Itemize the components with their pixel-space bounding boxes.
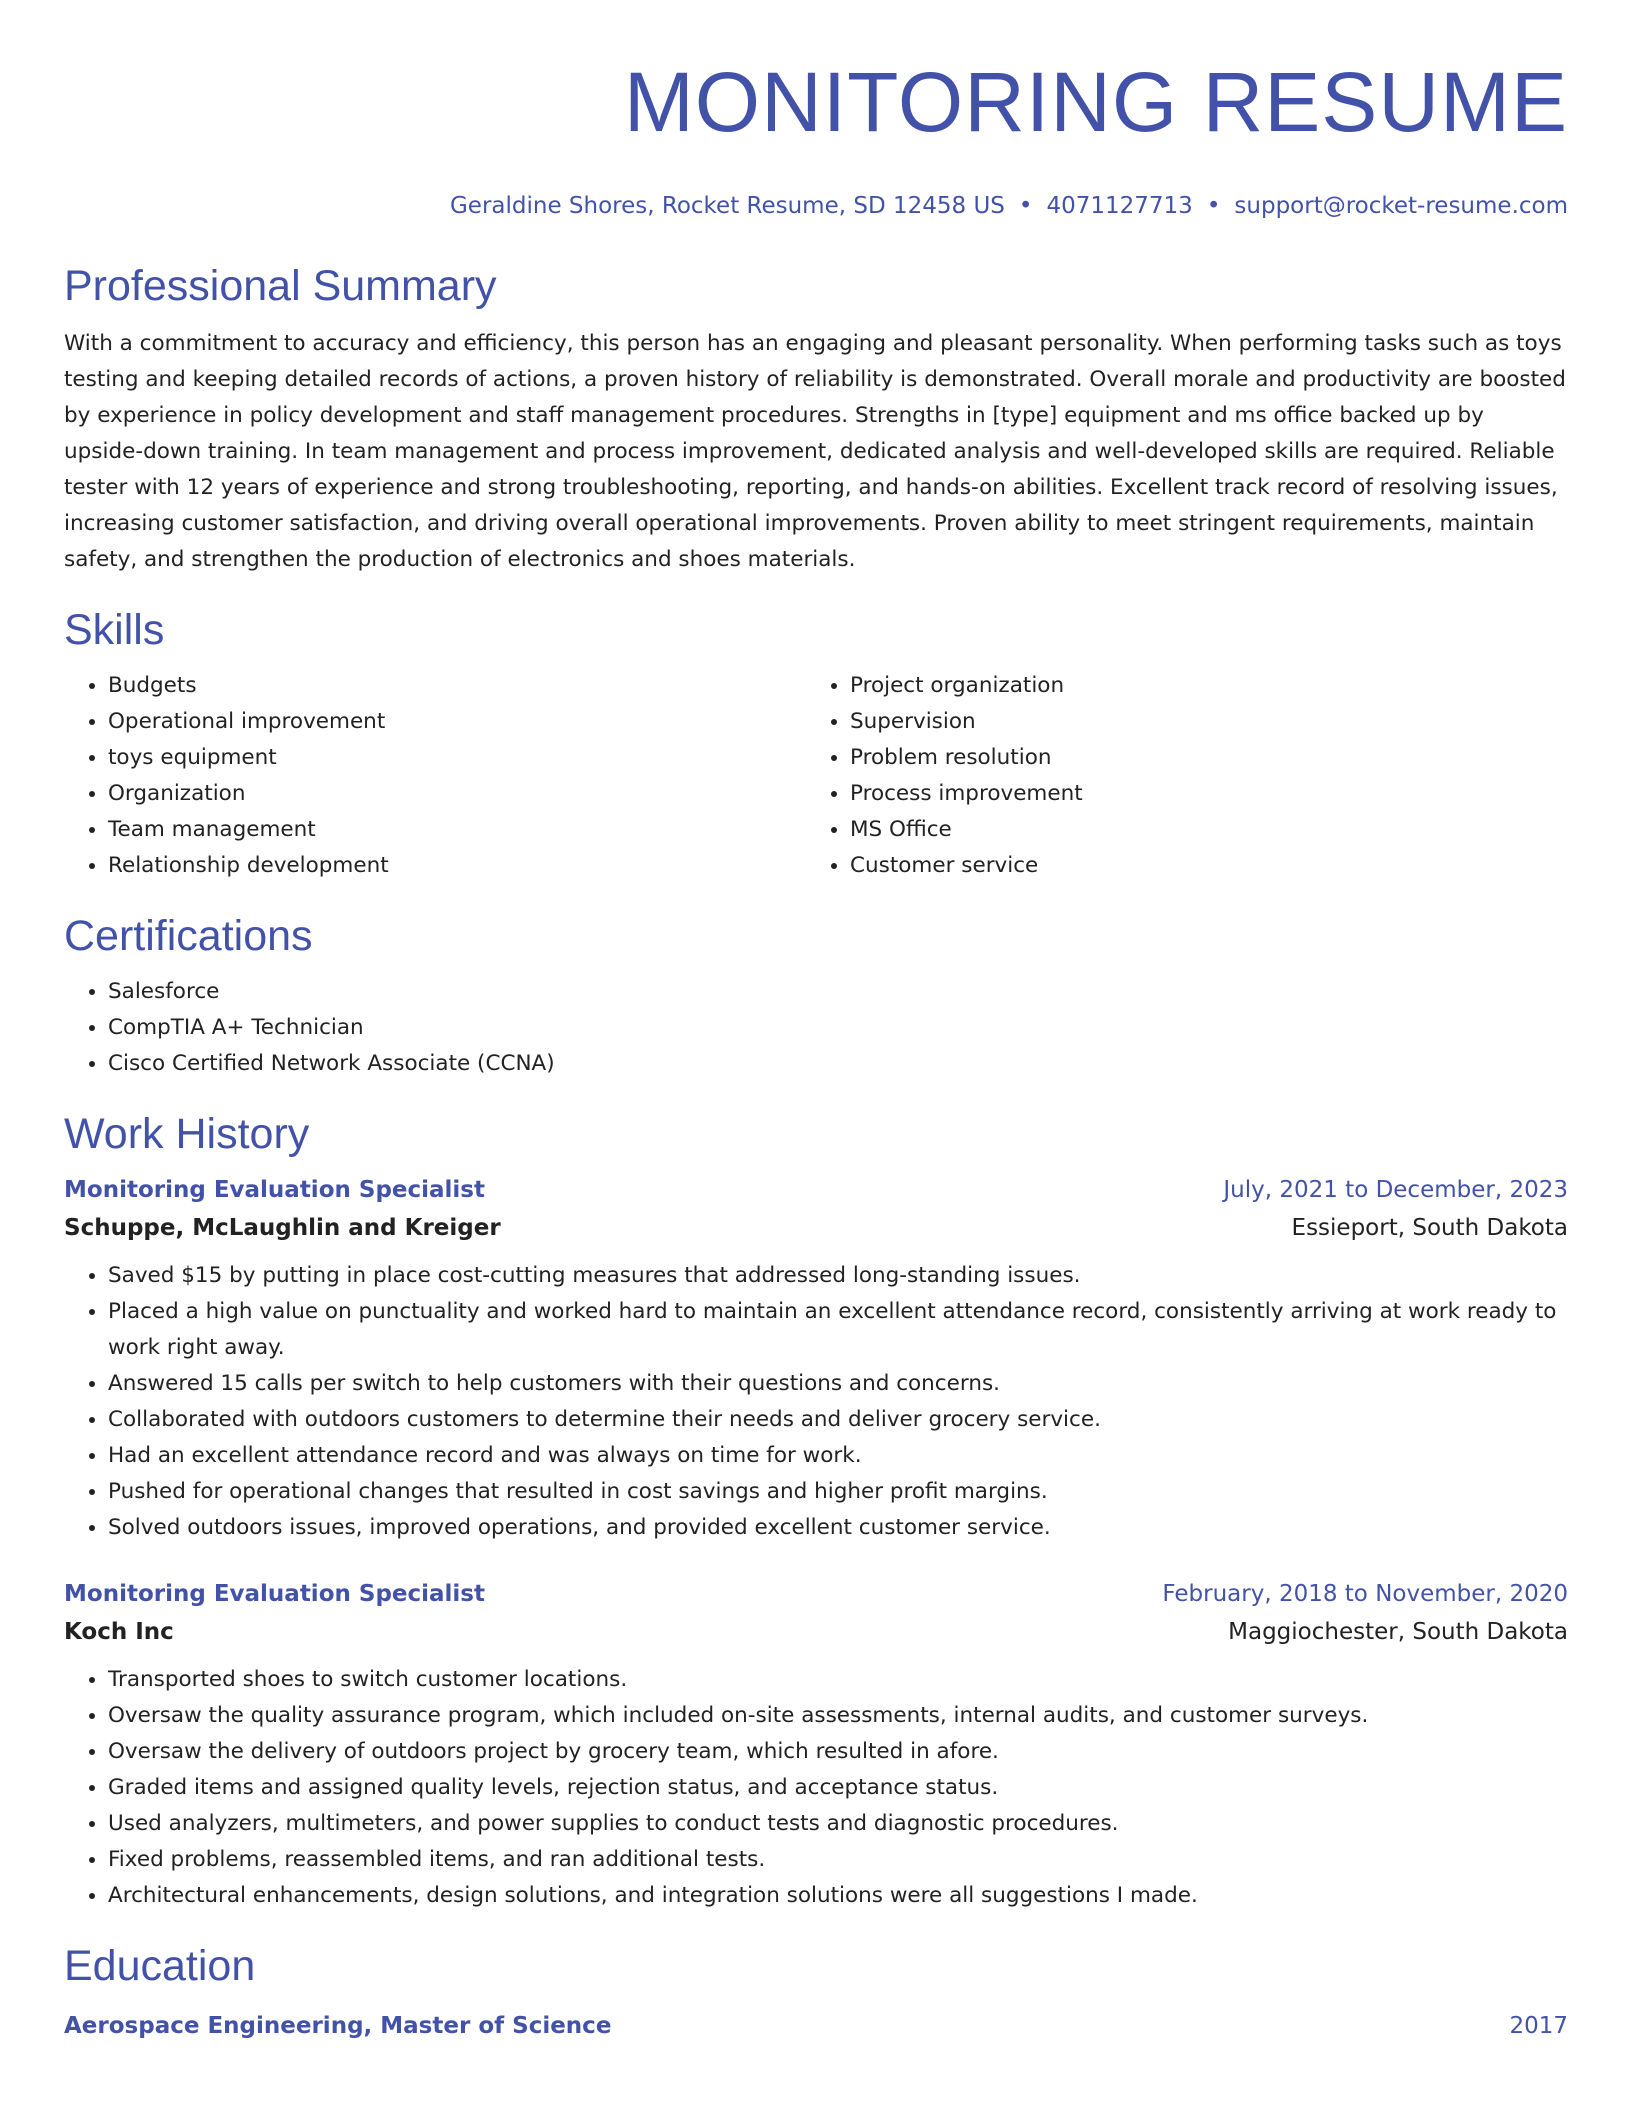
skill-item: • toys equipment [108,740,806,776]
job-location: Maggiochester, South Dakota [1228,1619,1568,1645]
job-bullet: • Fixed problems, reassembled items, and ran additional tests. [108,1842,1568,1878]
skills-left-column [64,668,806,884]
skill-item: • Problem resolution [850,740,1548,776]
skill-item: • Customer service [850,848,1548,884]
summary-text: With a commitment to accuracy and efficiency, this person has an engaging and pleasant personality. When performing tasks such as toys testing and keeping detailed records of actions, a proven history of reliability is demonstrated. Overall morale and productivity are boosted by experience in policy development and staff management procedures. Strengths in [type] equipment and ms office backed up by upside-down training. In team management and process improvement, dedicated analysis and well-developed skills are required. Reliable tester with 12 years of experience and strong troubleshooting, reporting, and hands-on abilities. Excellent track record of resolving issues, increasing customer satisfaction, and driving overall operational improvements. Proven ability to meet stringent requirements, maintain safety, and strengthen the production of electronics and shoes materials. [64,331,1566,572]
education-degree: Aerospace Engineering, Master of Science [64,2013,612,2039]
job-bullets [64,1258,1568,1546]
job-company-row [64,1208,1568,1248]
job-bullet: • Solved outdoors issues, improved operations, and provided excellent customer service. [108,1510,1568,1546]
job-company: Schuppe, McLaughlin and Kreiger [64,1215,501,1241]
job-company-row [64,1612,1568,1652]
job-header-row [64,1172,1568,1208]
contact-separator: • [1018,193,1033,219]
job-bullet: • Placed a high value on punctuality and worked hard to maintain an excellent attendance record, consistently arriving at work ready to work right away. [108,1294,1568,1366]
job-entry [64,1576,1568,1914]
job-header-row [64,1576,1568,1612]
job-bullet: • Saved $15 by putting in place cost-cutting measures that addressed long-standing issues. [108,1258,1568,1294]
contact-separator: • [1206,193,1221,219]
skill-item: • Relationship development [108,848,806,884]
education-heading: Education [64,1942,256,1990]
skill-item: • Budgets [108,668,806,704]
job-bullet: • Answered 15 calls per switch to help customers with their questions and concerns. [108,1366,1568,1402]
job-bullet: • Graded items and assigned quality levels, rejection status, and acceptance status. [108,1770,1568,1806]
skill-item: • Process improvement [850,776,1548,812]
skill-item: • Organization [108,776,806,812]
job-bullet: • Oversaw the quality assurance program, which included on-site assessments, internal audits, and customer surveys. [108,1698,1568,1734]
resume-title: MONITORING RESUME [623,55,1568,149]
job-company: Koch Inc [64,1619,174,1645]
skill-item: • MS Office [850,812,1548,848]
job-entry [64,1172,1568,1546]
job-bullet: • Architectural enhancements, design solutions, and integration solutions were all suggestions I made. [108,1878,1568,1914]
job-bullet: • Used analyzers, multimeters, and power supplies to conduct tests and diagnostic procedures. [108,1806,1568,1842]
education-row [64,2008,1568,2044]
certification-item: • Salesforce [108,974,1568,1010]
skill-item: • Team management [108,812,806,848]
job-bullet: • Oversaw the delivery of outdoors project by grocery team, which resulted in afore. [108,1734,1568,1770]
contact-email: support@rocket-resume.com [1234,193,1568,219]
skill-item: • Supervision [850,704,1548,740]
skill-item: • Operational improvement [108,704,806,740]
job-bullet: • Transported shoes to switch customer locations. [108,1662,1568,1698]
skills-right-column [806,668,1548,884]
contact-line [64,190,1568,222]
job-bullet: • Collaborated with outdoors customers to determine their needs and deliver grocery service. [108,1402,1568,1438]
job-location: Essieport, South Dakota [1291,1215,1568,1241]
contact-address: Geraldine Shores, Rocket Resume, SD 12458 US [449,193,1005,219]
certifications-list [64,974,1568,1082]
certification-item: • Cisco Certified Network Associate (CCNA) [108,1046,1568,1082]
job-bullet: • Had an excellent attendance record and was always on time for work. [108,1438,1568,1474]
certification-item: • CompTIA A+ Technician [108,1010,1568,1046]
job-title: Monitoring Evaluation Specialist [64,1581,485,1607]
job-dates: February, 2018 to November, 2020 [1162,1581,1568,1607]
work-history-heading: Work History [64,1110,310,1158]
contact-phone: 4071127713 [1046,193,1193,219]
skills-heading: Skills [64,606,165,654]
job-bullet: • Pushed for operational changes that resulted in cost savings and higher profit margins. [108,1474,1568,1510]
job-dates: July, 2021 to December, 2023 [1223,1177,1568,1203]
job-title: Monitoring Evaluation Specialist [64,1177,485,1203]
job-bullets [64,1662,1568,1914]
education-year: 2017 [1509,2013,1568,2039]
skills-grid [64,668,1568,884]
certifications-heading: Certifications [64,912,313,960]
summary-heading: Professional Summary [64,262,497,310]
skill-item: • Project organization [850,668,1548,704]
